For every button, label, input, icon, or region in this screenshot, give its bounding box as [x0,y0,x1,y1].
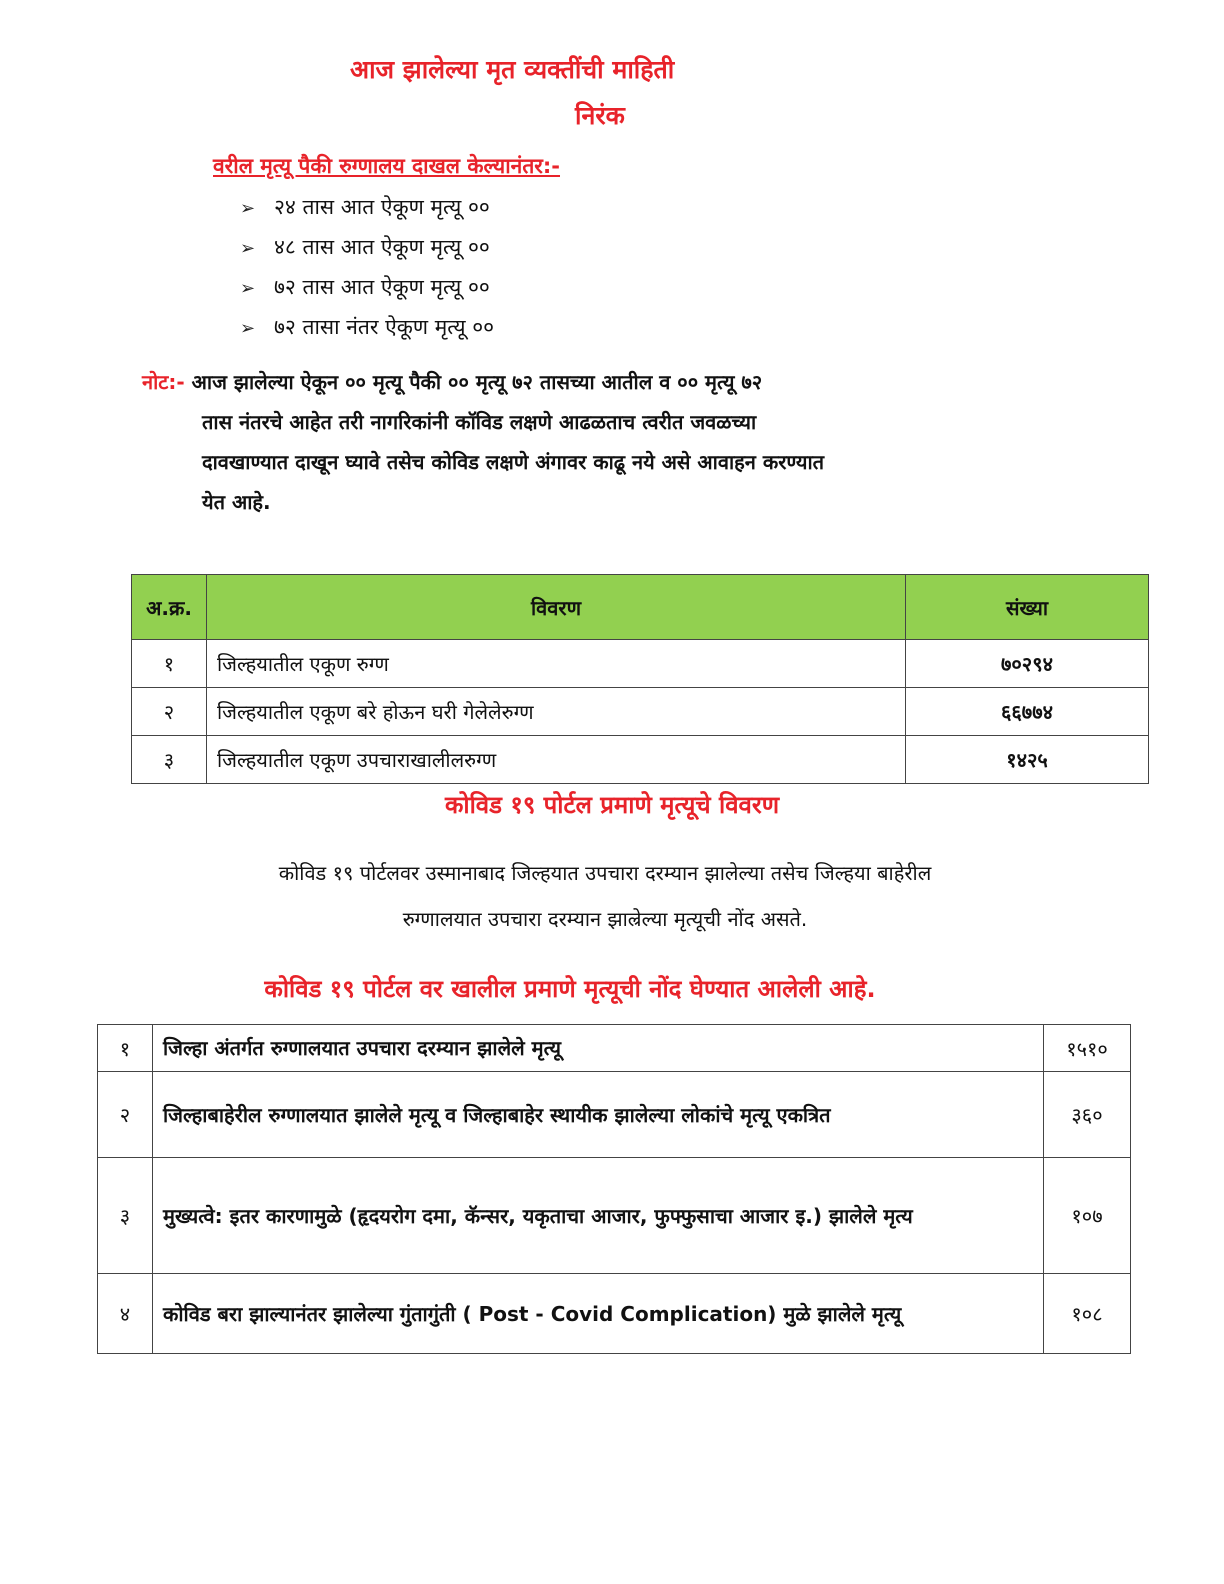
row-sr: ३ [98,1158,153,1274]
arrow-bullet-icon: ➢ [240,198,256,219]
arrow-bullet-icon: ➢ [240,238,256,259]
table-row [132,688,1149,736]
portal-heading: कोविड १९ पोर्टल प्रमाणे मृत्यूचे विवरण [444,791,780,819]
list-item: ➢ २४ तास आत ऐकूण मृत्यू ०० [240,187,494,227]
row-count: १४२५ [906,736,1149,784]
table-row [98,1158,1131,1274]
row-count: ७०२९४ [906,640,1149,688]
row-desc: जिल्हयातील एकूण बरे होऊन घरी गेलेलेरुग्ण [207,688,906,736]
portal-paragraph [100,850,1110,942]
row-count: ३६० [1044,1072,1131,1158]
table-row [132,736,1149,784]
table-header-row [132,575,1149,640]
row-desc: जिल्हयातील एकूण उपचाराखालीलरुग्ण [207,736,906,784]
row-count: १०७ [1044,1158,1131,1274]
post-admission-heading: वरील मृत्यू पैकी रुग्णालय दाखल केल्यानंतर:- [213,154,560,178]
summary-table [131,574,1149,784]
row-desc: जिल्हयातील एकूण रुग्ण [207,640,906,688]
row-desc: जिल्हाबाहेरील रुग्णालयात झालेले मृत्यू व जिल्हाबाहेर स्थायीक झालेल्या लोकांचे मृत्यू एकत्रित [153,1072,1044,1158]
arrow-bullet-icon: ➢ [240,278,256,299]
note-line-4: येत आहे. [202,490,271,514]
portal-table [97,1024,1131,1354]
header-sr: अ.क्र. [132,575,207,640]
row-count: ६६७७४ [906,688,1149,736]
death-window-list [240,187,494,347]
table-row [132,640,1149,688]
row-sr: २ [132,688,207,736]
row-count: १०८ [1044,1274,1131,1354]
note-line-3: दावखाण्यात दाखून घ्यावे तसेच कोविड लक्षणे अंगावर काढू नये असे आवाहन करण्यात [202,450,825,474]
arrow-bullet-icon: ➢ [240,318,256,339]
row-sr: १ [132,640,207,688]
header-count: संख्या [906,575,1149,640]
note-line-1: आज झालेल्या ऐकून ०० मृत्यू पैकी ०० मृत्यू ७२ तासच्या आतील व ०० मृत्यू ७२ [191,370,763,394]
portal-para-line-2: रुग्णालयात उपचारा दरम्यान झाल्रेल्या मृत्यूची नोंद असते. [402,907,808,931]
row-count: १५१० [1044,1025,1131,1072]
row-desc: कोविड बरा झाल्यानंतर झालेल्या गुंतागुंती ( Post - Covid Complication) मुळे झालेले मृत्यू [153,1274,1044,1354]
portal-para-line-1: कोविड १९ पोर्टलवर उस्मानाबाद जिल्हयात उपचारा दरम्यान झालेल्या तसेच जिल्हया बाहेरील [278,861,932,885]
row-sr: २ [98,1072,153,1158]
row-desc: जिल्हा अंतर्गत रुग्णालयात उपचारा दरम्यान झालेले मृत्यू [153,1025,1044,1072]
note-line-2: तास नंतरचे आहेत तरी नागरिकांनी कॉविड लक्षणे आढळताच त्वरीत जवळच्या [202,410,757,434]
table-row [98,1072,1131,1158]
list-item: ➢ ७२ तासा नंतर ऐकूण मृत्यू ०० [240,307,494,347]
note-label: नोट:- [142,370,185,394]
portal-heading-2: कोविड १९ पोर्टल वर खालील प्रमाणे मृत्यूची नोंद घेण्यात आलेली आहे. [264,975,876,1003]
header-desc: विवरण [207,575,906,640]
row-sr: ४ [98,1274,153,1354]
nil-label: निरंक [575,101,625,130]
table-row [98,1274,1131,1354]
table-row [98,1025,1131,1072]
list-item: ➢ ७२ तास आत ऐकूण मृत्यू ०० [240,267,494,307]
row-desc: मुख्यत्वे: इतर कारणामुळे (हृदयरोग दमा, कॅन्सर, यकृताचा आजार, फुफ्फुसाचा आजार इ.) झालेले मृत्य [153,1158,1044,1274]
row-sr: ३ [132,736,207,784]
page-title: आज झालेल्या मृत व्यक्तींची माहिती [350,55,675,84]
note-block [142,362,824,522]
row-sr: १ [98,1025,153,1072]
list-item: ➢ ४८ तास आत ऐकूण मृत्यू ०० [240,227,494,267]
